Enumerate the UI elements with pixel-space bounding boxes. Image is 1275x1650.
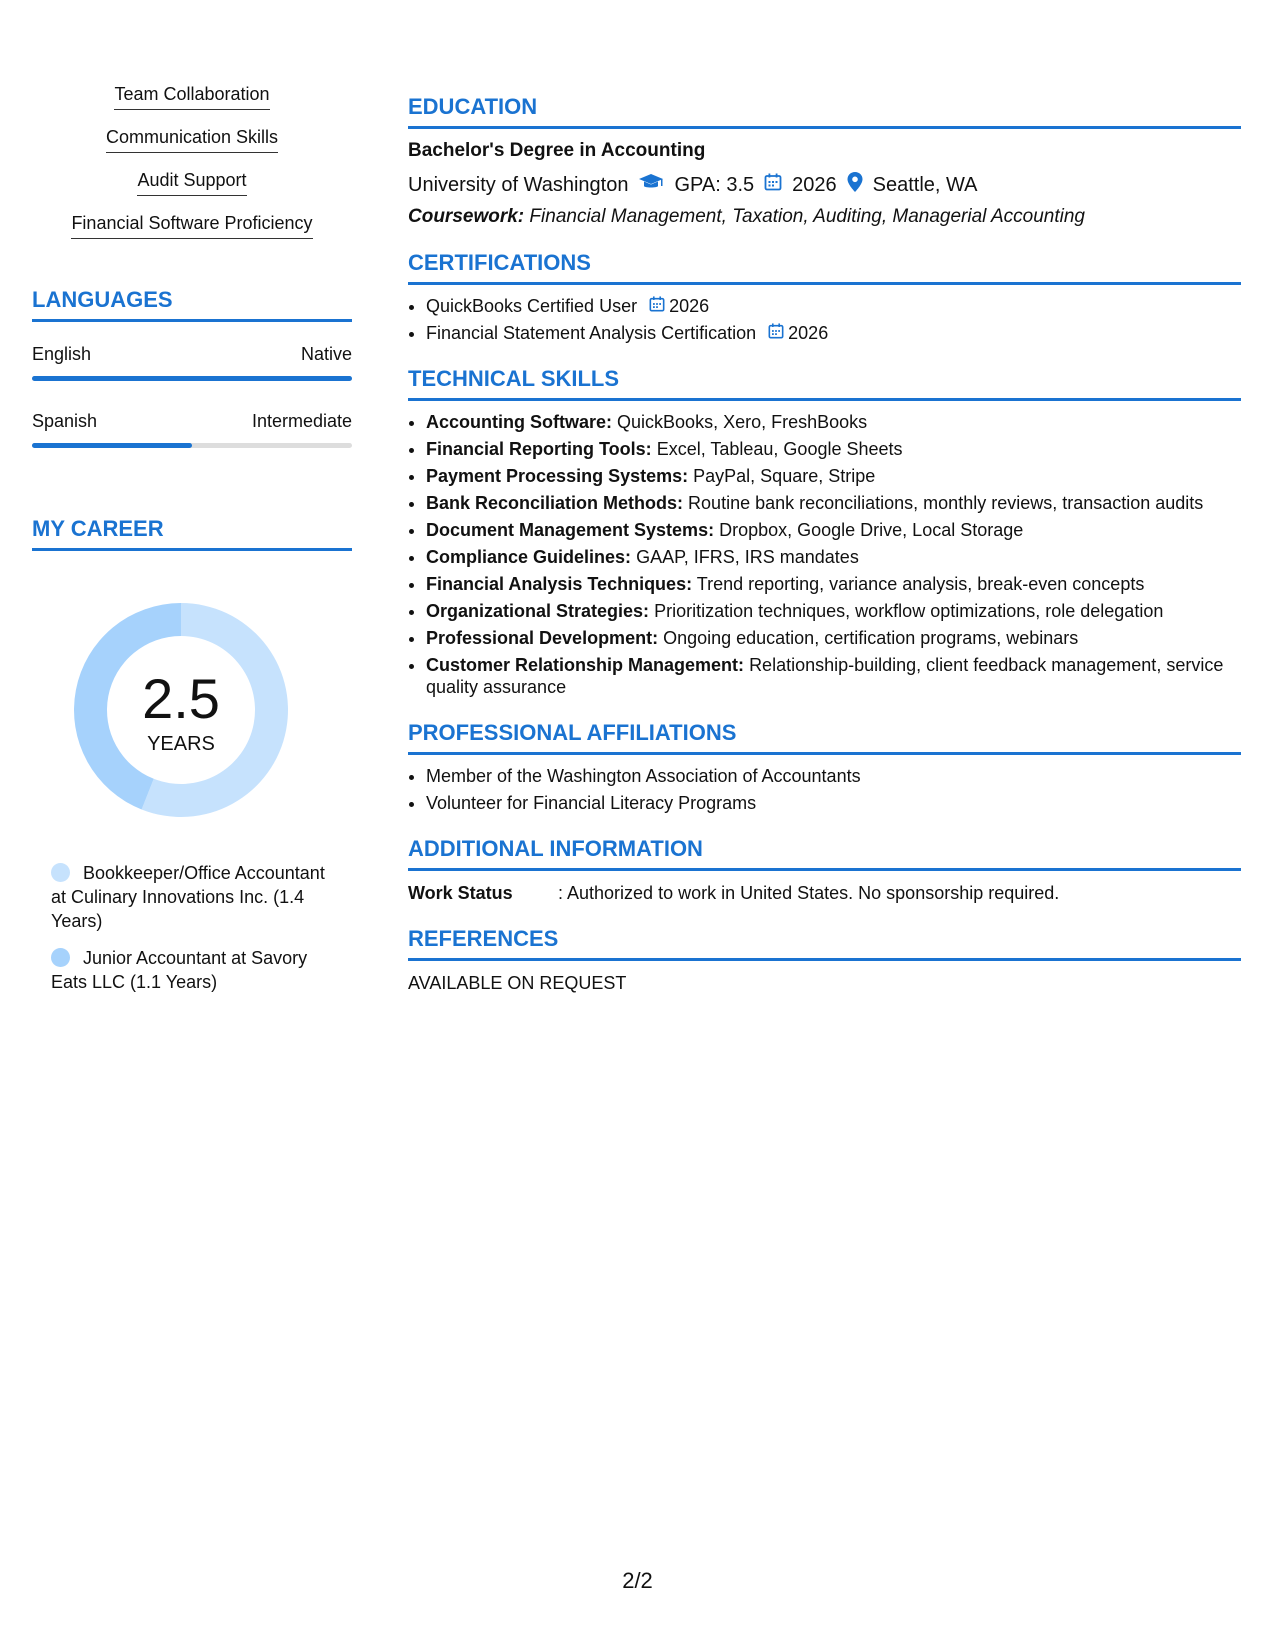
language-bar-fill <box>32 443 192 448</box>
technical-skill-item: • Organizational Strategies: Prioritization techniques, workflow optimizations, role delegation <box>426 600 1241 622</box>
technical-skill-item: • Customer Relationship Management: Relationship-building, client feedback management, service quality assurance <box>426 654 1241 698</box>
career-item <box>51 861 331 933</box>
calendar-icon <box>764 173 782 197</box>
technical-skill-item: • Accounting Software: QuickBooks, Xero, FreshBooks <box>426 411 1241 433</box>
coursework-text: Financial Management, Taxation, Auditing, Managerial Accounting <box>529 206 1085 227</box>
language-bar-fill <box>32 376 352 381</box>
skill-tag: Team Collaboration <box>32 84 352 110</box>
education-section <box>408 94 1241 228</box>
work-status-value: : Authorized to work in United States. No sponsorship required. <box>558 883 1060 903</box>
technical-skills-list <box>408 411 1241 698</box>
school: University of Washington <box>408 173 629 196</box>
certifications-list <box>408 295 1241 344</box>
references-title: REFERENCES <box>408 926 1241 961</box>
language-name: English <box>32 344 92 364</box>
languages-title: LANGUAGES <box>32 287 352 322</box>
technical-skill-item: • Payment Processing Systems: PayPal, Square, Stripe <box>426 465 1241 487</box>
references-section <box>408 926 1241 994</box>
language-bar <box>32 443 352 448</box>
technical-skills-title: TECHNICAL SKILLS <box>408 366 1241 401</box>
education-details <box>408 172 1241 198</box>
location-pin-icon <box>847 172 863 198</box>
language-bar <box>32 376 352 381</box>
certifications-section <box>408 250 1241 344</box>
certifications-title: CERTIFICATIONS <box>408 250 1241 285</box>
additional-info-section <box>408 836 1241 904</box>
technical-skill-item: • Document Management Systems: Dropbox, Google Drive, Local Storage <box>426 519 1241 541</box>
career-item-label: Junior Accountant at Savory Eats LLC (1.1 Years) <box>51 948 308 992</box>
technical-skill-item: • Professional Development: Ongoing education, certification programs, webinars <box>426 627 1241 649</box>
certification-item: • Financial Statement Analysis Certification 2026 <box>426 322 1241 344</box>
skill-tag: Communication Skills <box>32 127 352 153</box>
education-title: EDUCATION <box>408 94 1241 129</box>
language-level: Intermediate <box>251 411 352 431</box>
skill-tag: Financial Software Proficiency <box>32 213 352 239</box>
technical-skill-item: • Compliance Guidelines: GAAP, IFRS, IRS mandates <box>426 546 1241 568</box>
right-column <box>408 94 1241 994</box>
skill-tags <box>32 84 352 239</box>
technical-skill-item: • Financial Analysis Techniques: Trend reporting, variance analysis, break-even concepts <box>426 573 1241 595</box>
language-name: Spanish <box>32 411 98 431</box>
affiliation-item: • Volunteer for Financial Literacy Programs <box>426 792 1241 814</box>
career-dot-icon <box>51 948 70 967</box>
graduation-cap-icon <box>638 173 664 197</box>
work-status-label: Work Status <box>408 883 513 903</box>
references-text: AVAILABLE ON REQUEST <box>408 973 627 993</box>
affiliation-item: • Member of the Washington Association of Accountants <box>426 765 1241 787</box>
career-section <box>32 516 352 994</box>
calendar-icon <box>768 322 784 344</box>
language-item <box>32 411 352 448</box>
skill-tag: Audit Support <box>32 170 352 196</box>
gpa: GPA: 3.5 <box>674 173 755 196</box>
career-title: MY CAREER <box>32 516 352 551</box>
career-item-label: Bookkeeper/Office Accountant at Culinary Innovations Inc. (1.4 Years) <box>51 863 325 931</box>
affiliations-title: PROFESSIONAL AFFILIATIONS <box>408 720 1241 755</box>
career-donut <box>66 595 296 825</box>
certification-year: 2026 <box>669 296 710 316</box>
technical-skill-item: • Bank Reconciliation Methods: Routine bank reconciliations, monthly reviews, transaction audits <box>426 492 1241 514</box>
career-total: 2.5 <box>142 667 220 730</box>
certification-year: 2026 <box>788 323 829 343</box>
left-column <box>32 84 352 1007</box>
location: Seattle, WA <box>872 173 978 196</box>
calendar-icon <box>649 295 665 317</box>
page-number: 2/2 <box>622 1568 653 1593</box>
additional-info-title: ADDITIONAL INFORMATION <box>408 836 1241 871</box>
certification-item: • QuickBooks Certified User 2026 <box>426 295 1241 317</box>
graduation-year: 2026 <box>792 173 837 196</box>
coursework-label: Coursework: <box>408 206 525 227</box>
work-status-row <box>408 883 1241 904</box>
career-dot-icon <box>51 863 70 882</box>
affiliations-section <box>408 720 1241 814</box>
language-level: Native <box>300 344 352 364</box>
degree: Bachelor's Degree in Accounting <box>408 140 706 161</box>
affiliations-list <box>408 765 1241 814</box>
technical-skills-section <box>408 366 1241 698</box>
language-item <box>32 344 352 381</box>
technical-skill-item: • Financial Reporting Tools: Excel, Tableau, Google Sheets <box>426 438 1241 460</box>
career-unit: YEARS <box>147 733 215 755</box>
languages-section <box>32 287 352 448</box>
career-item <box>51 946 331 994</box>
coursework <box>408 206 1241 228</box>
